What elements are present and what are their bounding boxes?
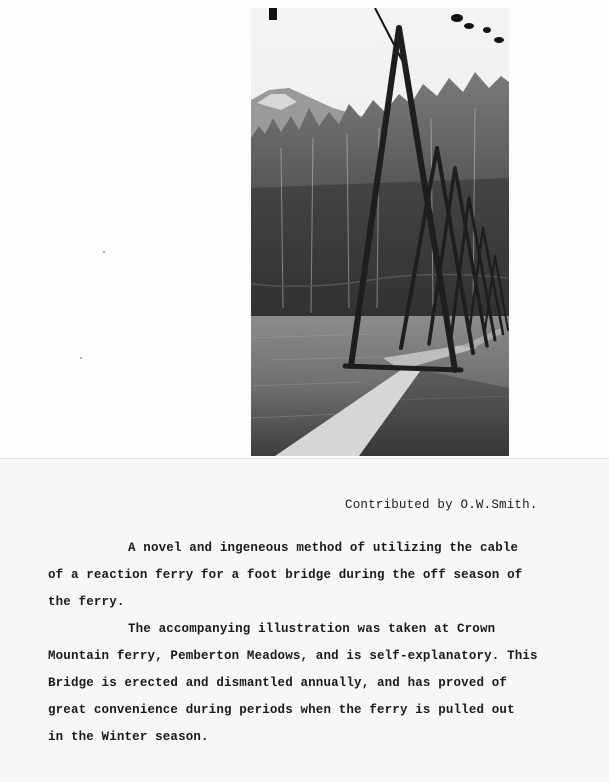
ferry-bridge-photograph bbox=[251, 8, 509, 456]
paragraph-2-line-1: The accompanying illustration was taken at Crown bbox=[128, 622, 496, 636]
paragraph-2-line-5: in the Winter season. bbox=[48, 730, 209, 744]
paragraph-1-line-3: the ferry. bbox=[48, 595, 125, 609]
paragraph-2-line-2: Mountain ferry, Pemberton Meadows, and is self-explanatory. This bbox=[48, 649, 538, 663]
paper-speck bbox=[103, 251, 105, 253]
paragraph-2-line-4: great convenience during periods when the ferry is pulled out bbox=[48, 703, 515, 717]
paper-speck bbox=[80, 357, 82, 359]
paragraph-1-line-2: of a reaction ferry for a foot bridge during the off season of bbox=[48, 568, 523, 582]
paragraph-2-line-3: Bridge is erected and dismantled annually, and has proved of bbox=[48, 676, 508, 690]
contributor-credit: Contributed by O.W.Smith. bbox=[345, 498, 538, 512]
paragraph-1-line-1: A novel and ingeneous method of utilizing the cable bbox=[128, 541, 519, 555]
